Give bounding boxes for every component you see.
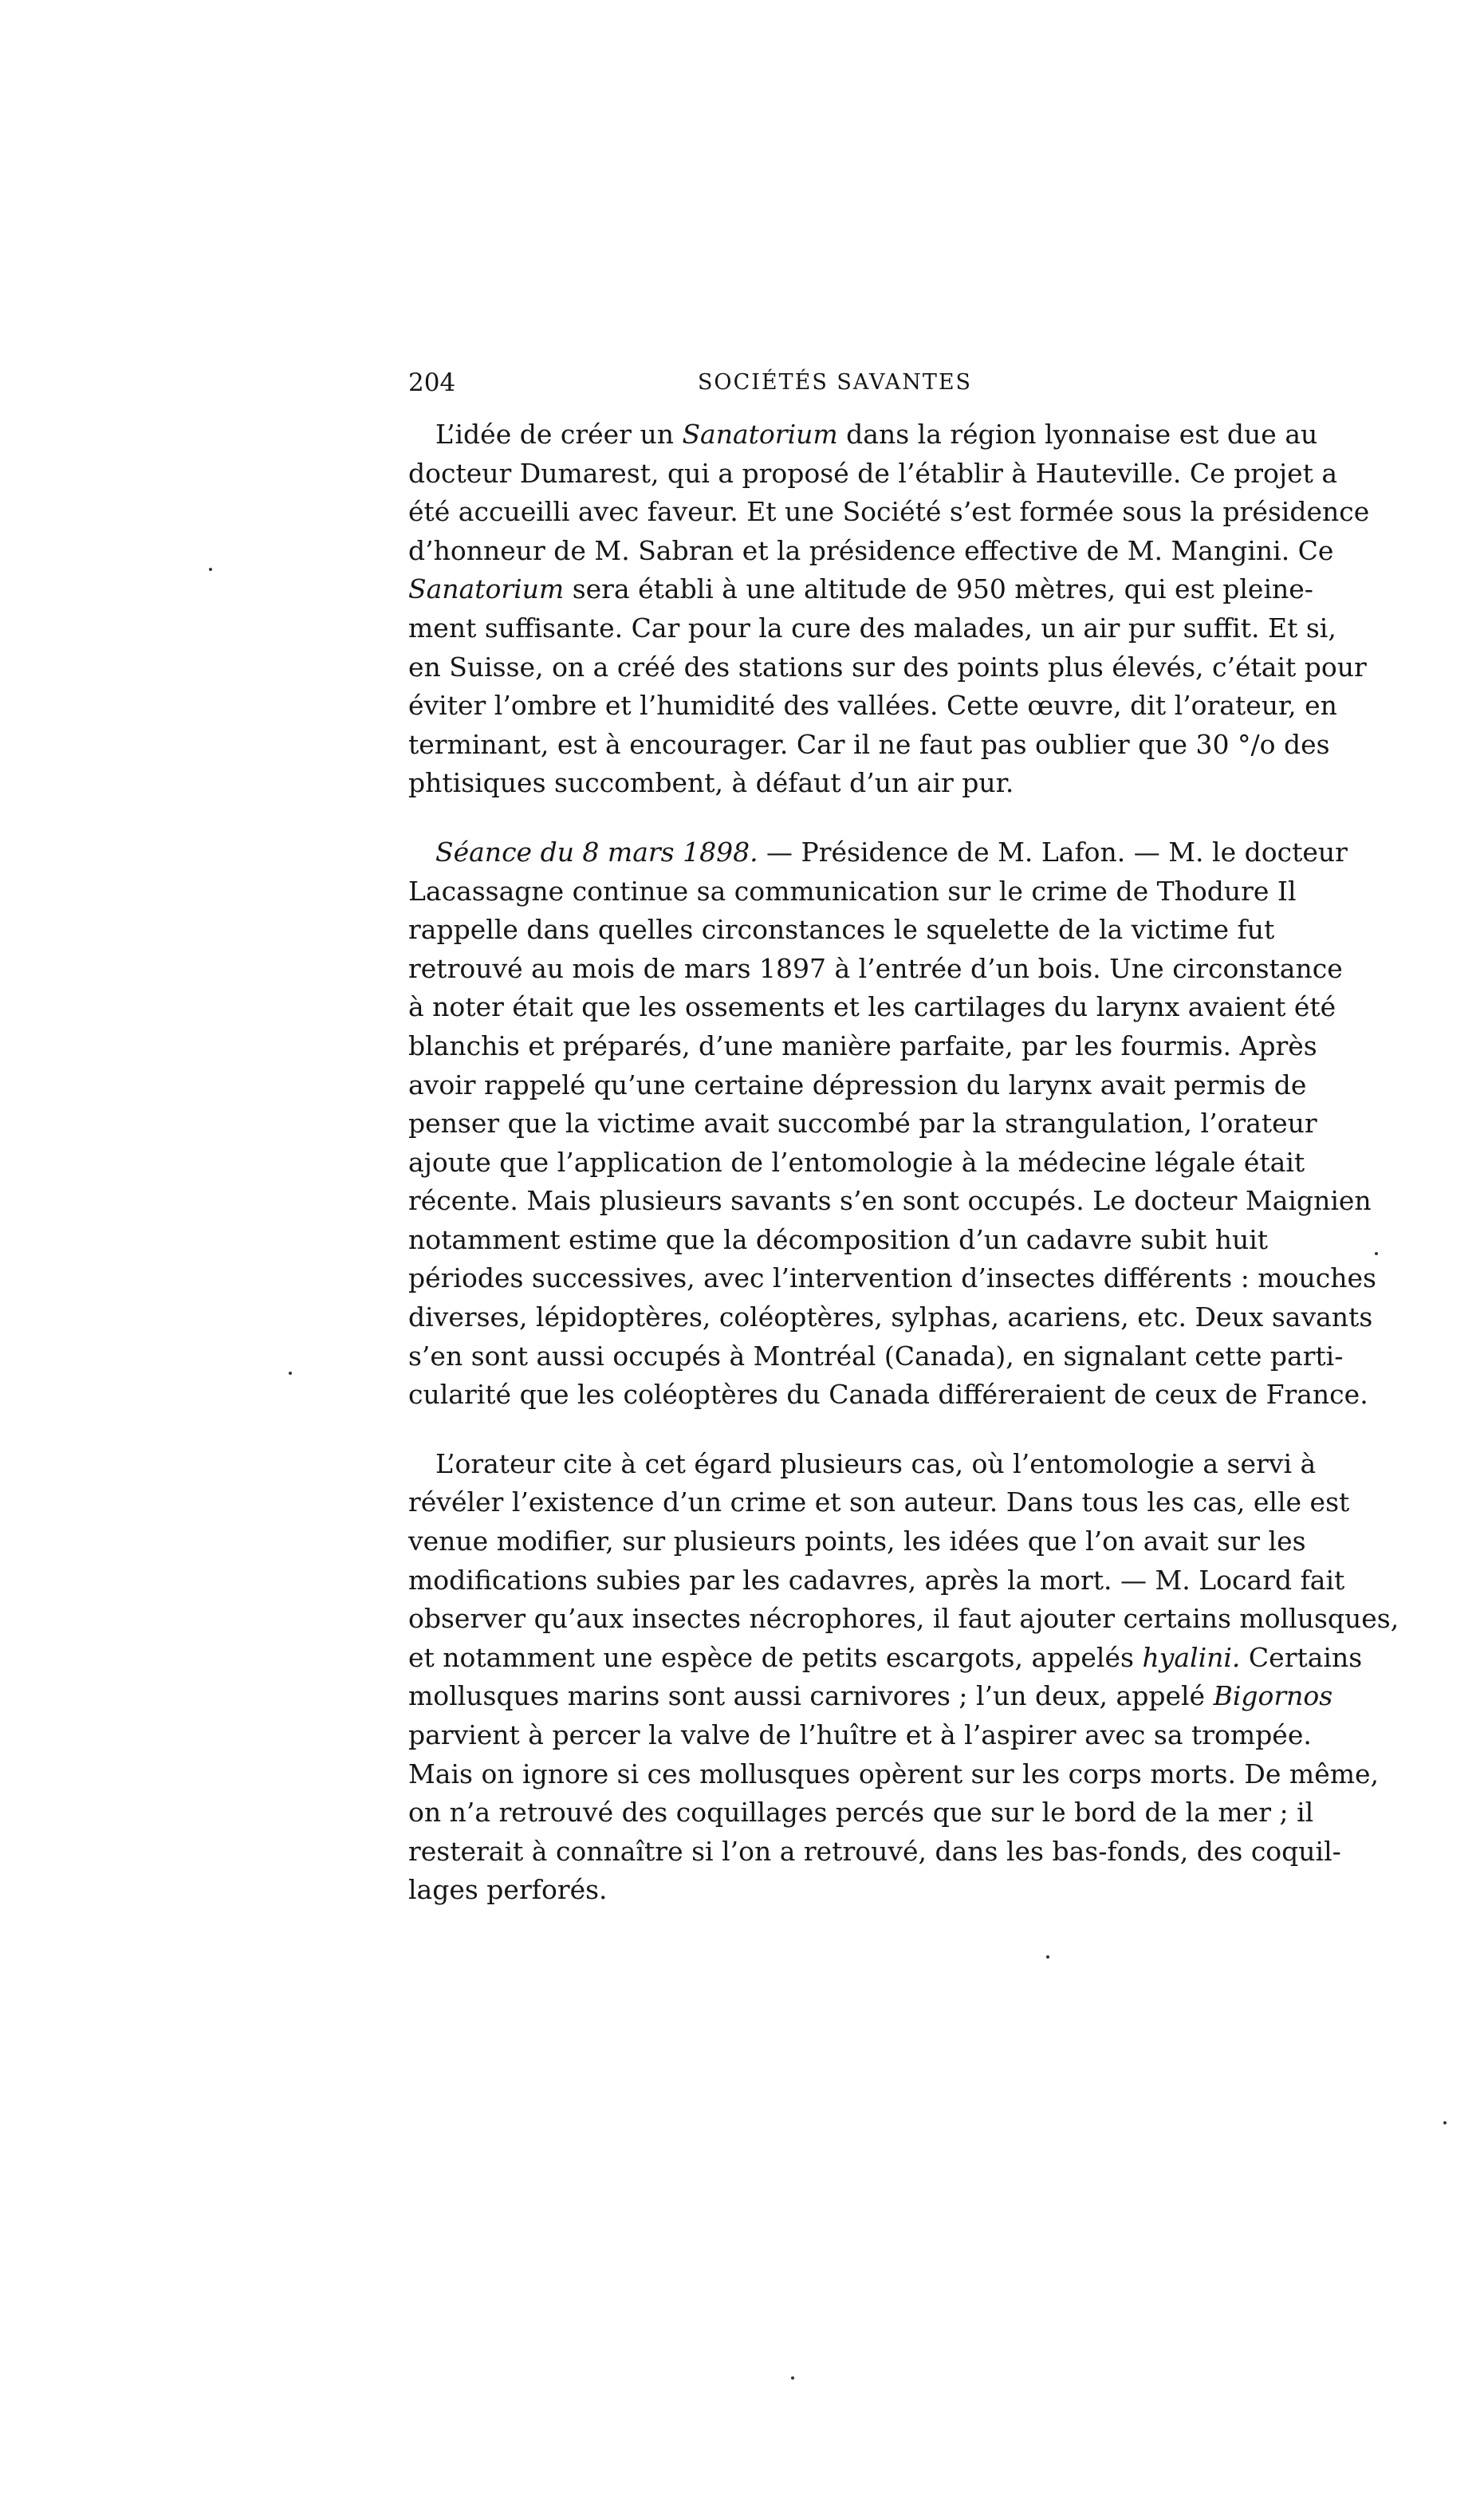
text-run: et notamment une espèce de petits escargots, appelés [408,1641,1143,1673]
text-line [408,532,1334,571]
text-run: penser que la victime avait succombé par la strangulation, l’orateur [408,1108,1317,1140]
text-run: blanchis et préparés, d’une manière parfaite, par les fourmis. Après [408,1030,1317,1061]
text-line [408,1716,1312,1755]
text-line [408,726,1330,765]
text-run: avoir rappelé qu’une certaine dépression du larynx avait permis de [408,1069,1307,1100]
text-line [408,415,1318,455]
text-run: sera établi à une altitude de 950 mètres, qui est pleine- [564,573,1313,605]
text-run: docteur Dumarest, qui a proposé de l’établir à Hauteville. Ce projet a [408,457,1338,489]
text-line [408,1522,1306,1561]
text-run: rappelle dans quelles circonstances le squelette de la victime fut [408,914,1275,946]
text-line [408,1600,1399,1639]
paragraph [408,415,1370,803]
text-run: resterait à connaître si l’on a retrouvé, dans les bas-fonds, des coquil- [408,1835,1341,1867]
text-line [408,609,1336,648]
text-run: parvient à percer la valve de l’huître et à l’aspirer avec sa trompée. [408,1719,1312,1750]
text-line [408,1561,1345,1600]
paragraph [408,1445,1399,1910]
text-line [408,1483,1350,1522]
text-run: d’honneur de M. Sabran et la présidence effective de M. Mangini. Ce [408,534,1334,566]
text-line [408,455,1338,494]
text-line [408,764,1262,803]
text-run: Certains [1240,1641,1363,1673]
text-line [408,1445,1317,1484]
text-run: L’idée de créer un [435,419,683,450]
italic-text-run: hyalini. [1142,1641,1241,1673]
scan-speck [1046,1955,1049,1959]
text-line [408,1376,1368,1415]
text-run: cularité que les coléoptères du Canada différeraient de ceux de France. [408,1379,1368,1411]
text-run: notamment estime que la décomposition d’un cadavre subit huit [408,1223,1269,1255]
text-line [408,1871,1262,1910]
text-run: observer qu’aux insectes nécrophores, il faut ajouter certains mollusques, [408,1603,1399,1635]
text-line [408,648,1367,687]
text-run: diverses, lépidoptères, coléoptères, sylphas, acariens, etc. Deux savants [408,1301,1373,1333]
scan-speck [209,568,212,571]
text-line [408,1027,1317,1066]
text-line [408,570,1313,609]
text-run: lages perforés. [408,1874,608,1906]
body-text [408,415,1399,1910]
scan-speck [791,2376,794,2380]
text-line [408,872,1297,911]
running-head: SOCIÉTÉS SAVANTES [697,370,973,395]
scan-speck [1443,2121,1447,2124]
text-line [408,1221,1269,1260]
text-run: modifications subies par les cadavres, après la mort. — M. Locard fait [408,1564,1345,1596]
text-run: à noter était que les ossements et les cartilages du larynx avaient été [408,991,1336,1023]
text-line [408,687,1337,726]
text-line [408,1793,1314,1833]
text-run: mollusques marins sont aussi carnivores ; l’un deux, appelé [408,1680,1214,1712]
text-run: L’orateur cite à cet égard plusieurs cas, où l’entomologie a servi à [435,1447,1317,1479]
scan-speck [1375,1252,1378,1255]
text-run: dans la région lyonnaise est due au [837,419,1318,450]
text-line [408,950,1343,989]
text-line [408,1755,1380,1794]
text-run: récente. Mais plusieurs savants s’en sont occupés. Le docteur Maignien [408,1185,1372,1217]
text-run: été accueilli avec faveur. Et une Société s’est formée sous la présidence [408,496,1370,528]
text-run: Mais on ignore si ces mollusques opèrent sur les corps morts. De même, [408,1758,1380,1789]
text-line [408,493,1370,532]
text-run: on n’a retrouvé des coquillages percés que sur le bord de la mer ; il [408,1797,1314,1829]
text-line [408,1337,1344,1376]
text-run: ment suffisante. Car pour la cure des malades, un air pur suffit. Et si, [408,612,1336,644]
text-line [408,1677,1333,1716]
text-line [408,1259,1376,1298]
text-run: en Suisse, on a créé des stations sur des points plus élevés, c’était pour [408,651,1367,683]
text-line [408,1182,1372,1221]
text-line [408,1298,1373,1337]
italic-text-run: Bigornos [1213,1680,1333,1712]
text-line [408,1104,1317,1144]
text-line [408,1833,1341,1872]
text-run: s’en sont aussi occupés à Montréal (Canada), en signalant cette parti- [408,1340,1344,1372]
text-run: venue modifier, sur plusieurs points, les idées que l’on avait sur les [408,1526,1306,1557]
text-run: — Présidence de M. Lafon. — M. le docteur [758,836,1348,868]
text-run: éviter l’ombre et l’humidité des vallées. Cette œuvre, dit l’orateur, en [408,690,1337,722]
text-line [408,833,1348,872]
italic-text-run: Sanatorium [408,573,565,605]
text-run: retrouvé au mois de mars 1897 à l’entrée d’un bois. Une circonstance [408,952,1343,984]
text-line [408,1066,1307,1105]
text-run: révéler l’existence d’un crime et son auteur. Dans tous les cas, elle est [408,1486,1350,1518]
text-line [408,988,1336,1027]
text-run: périodes successives, avec l’intervention d’insectes différents : mouches [408,1262,1376,1294]
page-header [408,363,1262,403]
page-number: 204 [408,368,456,397]
scan-speck [289,1372,292,1375]
text-line [408,911,1275,950]
text-run: Lacassagne continue sa communication sur le crime de Thodure Il [408,875,1297,907]
italic-text-run: Séance du 8 mars 1898. [435,836,758,868]
text-line [408,1144,1305,1183]
italic-text-run: Sanatorium [682,419,838,450]
text-run: terminant, est à encourager. Car il ne faut pas oublier que 30 °/o des [408,728,1330,760]
text-run: ajoute que l’application de l’entomologie à la médecine légale était [408,1146,1305,1178]
text-line [408,1639,1363,1678]
text-run: phtisiques succombent, à défaut d’un air pur. [408,767,1014,799]
paragraph [408,833,1376,1415]
